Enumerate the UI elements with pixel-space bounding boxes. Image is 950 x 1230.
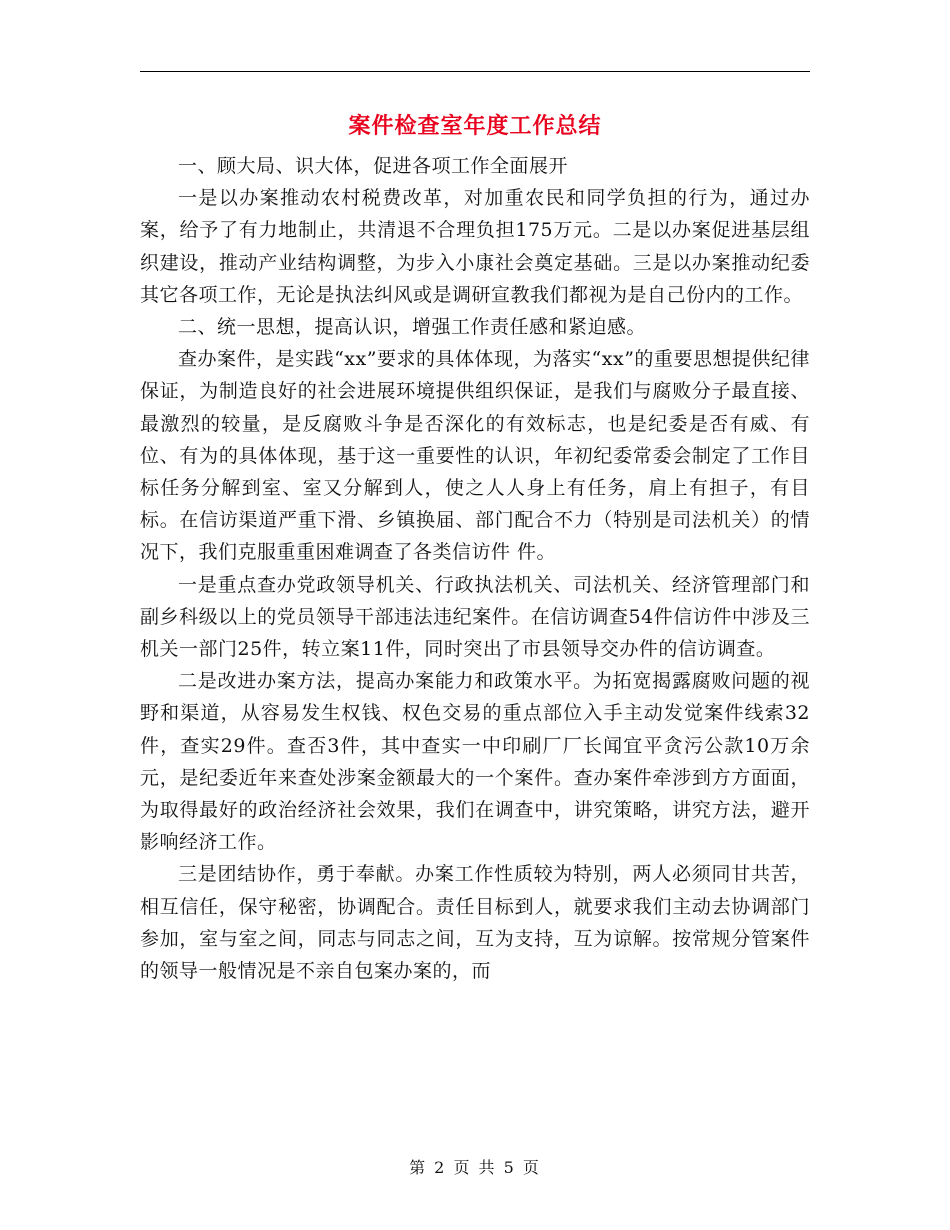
section-heading-1: 一、顾大局、识大体，促进各项工作全面展开 <box>178 155 569 177</box>
page-title: 案件检查室年度工作总结 <box>348 113 602 139</box>
paragraph: 一是重点查办党政领导机关、行政执法机关、司法机关、经济管理部门和副乡科级以上的党员领导干部违法违纪案件。在信访调查54件信访件中涉及三机关一部门25件，转立案11件，同时突出了市县领导交办件的信访调查。 <box>140 573 810 661</box>
paragraph: 一是以办案推动农村税费改革，对加重农民和同学负担的行为，通过办案，给予了有力地制止，共清退不合理负担175万元。二是以办案促进基层组织建设，推动产业结构调整，为步入小康社会奠定基础。三是以办案推动纪委其它各项工作，无论是执法纠风或是调研宣教我们都视为是自己份内的工作。 <box>140 187 810 306</box>
paragraph: 二是改进办案方法，提高办案能力和政策水平。为拓宽揭露腐败问题的视野和渠道，从容易发生权钱、权色交易的重点部位入手主动发觉案件线索32件，查实29件。查否3件，其中查实一中印刷厂厂长闻宜平贪污公款10万余元，是纪委近年来查处涉案金额最大的一个案件。查办案件牵涉到方方面面，为取得最好的政治经济社会效果，我们在调查中，讲究策略，讲究方法，避开影响经济工作。 <box>140 670 810 854</box>
document-body <box>140 150 810 987</box>
paragraph: 三是团结协作，勇于奉献。办案工作性质较为特别，两人必须同甘共苦，相互信任，保守秘密，协调配合。责任目标到人，就要求我们主动去协调部门参加，室与室之间，同志与同志之间，互为支持，互为谅解。按常规分管案件的领导一般情况是不亲自包案办案的，而 <box>140 863 810 983</box>
header-rule <box>140 71 810 72</box>
paragraph: 查办案件，是实践“xx”要求的具体体现，为落实“xx”的重要思想提供纪律保证，为制造良好的社会进展环境提供组织保证，是我们与腐败分子最直接、最激烈的较量，是反腐败斗争是否深化的有效标志，也是纪委是否有威、有位、有为的具体体现，基于这一重要性的认识，年初纪委常委会制定了工作目标任务分解到室、室又分解到人，使之人人身上有任务，肩上有担子，有目标。在信访渠道严重下滑、乡镇换届、部门配合不力（特别是司法机关）的情况下，我们克服重重困难调查了各类信访件 件。 <box>140 348 810 564</box>
section-heading-2: 二、统一思想，提高认识，增强工作责任感和紧迫感。 <box>178 316 647 339</box>
page-number: 第 2 页 共 5 页 <box>409 1158 541 1177</box>
